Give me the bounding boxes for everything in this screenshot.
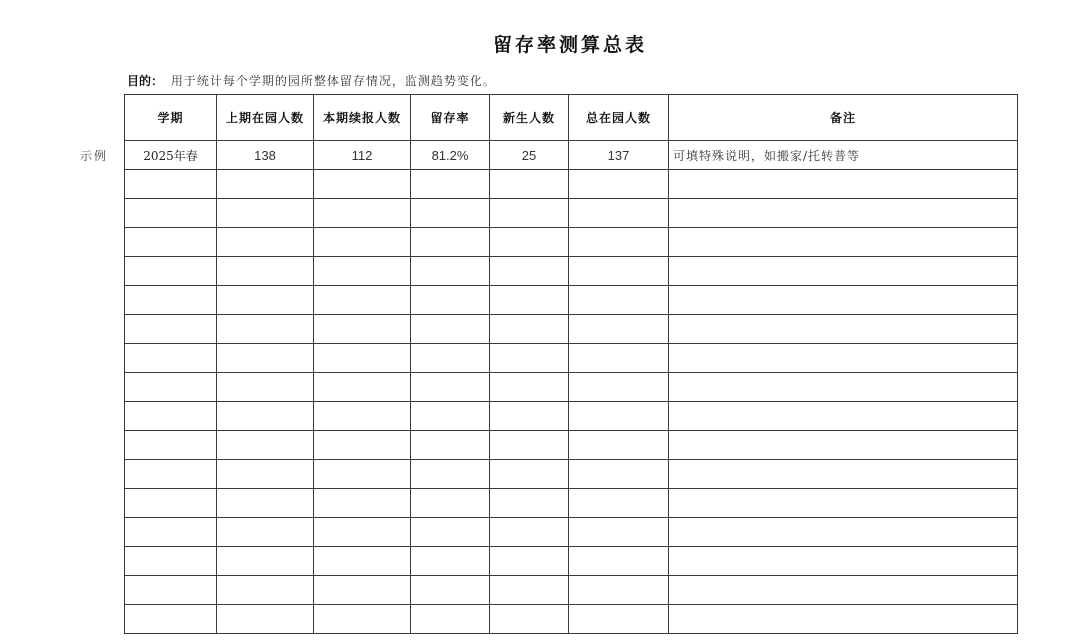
cell-retention-rate[interactable] [411,489,490,518]
cell-note[interactable] [669,170,1018,199]
cell-note[interactable] [669,489,1018,518]
table-row [125,518,1018,547]
cell-note[interactable] [669,286,1018,315]
cell-new-students[interactable] [490,489,569,518]
cell-retention-rate[interactable] [411,460,490,489]
table-row [125,286,1018,315]
cell-prev-enrolled[interactable] [217,489,314,518]
cell-total-enrolled[interactable] [569,373,669,402]
cell-new-students[interactable] [490,576,569,605]
table-row [125,257,1018,286]
cell-prev-enrolled[interactable] [217,199,314,228]
cell-retention-rate[interactable] [411,373,490,402]
cell-term[interactable] [125,547,217,576]
cell-new-students[interactable] [490,460,569,489]
cell-retention-rate[interactable] [411,547,490,576]
cell-total-enrolled[interactable] [569,286,669,315]
cell-renewed[interactable]: 112 [314,141,411,170]
cell-prev-enrolled[interactable] [217,547,314,576]
cell-retention-rate[interactable] [411,576,490,605]
cell-note[interactable] [669,228,1018,257]
cell-prev-enrolled[interactable]: 138 [217,141,314,170]
cell-renewed[interactable] [314,518,411,547]
header-new-students: 新生人数 [490,95,569,141]
cell-term[interactable] [125,489,217,518]
cell-prev-enrolled[interactable] [217,170,314,199]
cell-prev-enrolled[interactable] [217,402,314,431]
cell-total-enrolled[interactable] [569,344,669,373]
retention-table [124,94,1018,634]
header-retention-rate: 留存率 [411,95,490,141]
cell-prev-enrolled[interactable] [217,460,314,489]
table-row [125,431,1018,460]
cell-term[interactable] [125,315,217,344]
cell-term[interactable] [125,518,217,547]
purpose-line [127,72,496,89]
table-row [125,547,1018,576]
cell-note[interactable] [669,315,1018,344]
cell-new-students[interactable] [490,257,569,286]
cell-retention-rate[interactable] [411,286,490,315]
cell-note[interactable] [669,460,1018,489]
cell-new-students[interactable] [490,315,569,344]
cell-retention-rate[interactable] [411,518,490,547]
cell-new-students[interactable] [490,228,569,257]
cell-renewed[interactable] [314,286,411,315]
table-row [125,170,1018,199]
cell-new-students[interactable] [490,170,569,199]
cell-new-students[interactable] [490,518,569,547]
cell-total-enrolled[interactable] [569,605,669,634]
cell-note[interactable] [669,373,1018,402]
cell-total-enrolled[interactable] [569,315,669,344]
header-renewed: 本期续报人数 [314,95,411,141]
cell-new-students[interactable] [490,431,569,460]
cell-retention-rate[interactable] [411,257,490,286]
cell-term[interactable] [125,170,217,199]
cell-prev-enrolled[interactable] [217,286,314,315]
table-row [125,228,1018,257]
purpose-label: 目的： [127,74,164,88]
cell-prev-enrolled[interactable] [217,228,314,257]
page-title: 留存率测算总表 [492,34,647,56]
cell-prev-enrolled[interactable] [217,315,314,344]
cell-renewed[interactable] [314,489,411,518]
cell-note[interactable] [669,605,1018,634]
cell-retention-rate[interactable] [411,402,490,431]
cell-total-enrolled[interactable] [569,431,669,460]
cell-total-enrolled[interactable] [569,518,669,547]
cell-term[interactable]: 2025年春 [125,141,217,170]
cell-renewed[interactable] [314,402,411,431]
cell-total-enrolled[interactable] [569,170,669,199]
example-row [125,141,1018,170]
header-term: 学期 [125,95,217,141]
cell-prev-enrolled[interactable] [217,373,314,402]
table-row [125,605,1018,634]
table-row [125,576,1018,605]
example-row-label: 示例 [80,149,109,163]
cell-new-students[interactable] [490,605,569,634]
header-note: 备注 [669,95,1018,141]
cell-prev-enrolled[interactable] [217,518,314,547]
table-row [125,402,1018,431]
cell-note[interactable] [669,547,1018,576]
table-row [125,344,1018,373]
cell-new-students[interactable] [490,199,569,228]
cell-note[interactable] [669,402,1018,431]
table-row [125,460,1018,489]
table-row [125,489,1018,518]
header-total-enrolled: 总在园人数 [569,95,669,141]
cell-total-enrolled[interactable] [569,460,669,489]
cell-total-enrolled[interactable] [569,257,669,286]
cell-note[interactable] [669,257,1018,286]
cell-note[interactable] [669,344,1018,373]
cell-total-enrolled[interactable] [569,228,669,257]
cell-retention-rate[interactable]: 81.2% [411,141,490,170]
cell-retention-rate[interactable] [411,605,490,634]
cell-retention-rate[interactable] [411,315,490,344]
cell-term[interactable] [125,576,217,605]
cell-term[interactable] [125,431,217,460]
table-body [125,141,1018,634]
cell-total-enrolled[interactable] [569,576,669,605]
cell-retention-rate[interactable] [411,199,490,228]
cell-term[interactable] [125,605,217,634]
cell-renewed[interactable] [314,547,411,576]
table-row [125,199,1018,228]
table-row [125,373,1018,402]
cell-renewed[interactable] [314,460,411,489]
cell-total-enrolled[interactable] [569,199,669,228]
purpose-text: 用于统计每个学期的园所整体留存情况，监测趋势变化。 [170,74,496,88]
cell-renewed[interactable] [314,257,411,286]
cell-new-students[interactable]: 25 [490,141,569,170]
cell-renewed[interactable] [314,605,411,634]
cell-new-students[interactable] [490,402,569,431]
cell-new-students[interactable] [490,373,569,402]
cell-prev-enrolled[interactable] [217,431,314,460]
cell-new-students[interactable] [490,344,569,373]
cell-prev-enrolled[interactable] [217,257,314,286]
cell-new-students[interactable] [490,547,569,576]
cell-renewed[interactable] [314,373,411,402]
header-row [125,95,1018,141]
cell-retention-rate[interactable] [411,170,490,199]
cell-total-enrolled[interactable]: 137 [569,141,669,170]
cell-note[interactable]: 可填特殊说明，如搬家/托转普等 [669,141,1018,170]
cell-new-students[interactable] [490,286,569,315]
cell-term[interactable] [125,199,217,228]
cell-renewed[interactable] [314,315,411,344]
cell-term[interactable] [125,286,217,315]
header-prev-enrolled: 上期在园人数 [217,95,314,141]
cell-term[interactable] [125,402,217,431]
cell-note[interactable] [669,431,1018,460]
cell-note[interactable] [669,518,1018,547]
cell-total-enrolled[interactable] [569,402,669,431]
cell-prev-enrolled[interactable] [217,605,314,634]
cell-note[interactable] [669,199,1018,228]
cell-total-enrolled[interactable] [569,489,669,518]
cell-retention-rate[interactable] [411,431,490,460]
cell-term[interactable] [125,460,217,489]
cell-renewed[interactable] [314,576,411,605]
cell-renewed[interactable] [314,228,411,257]
cell-term[interactable] [125,257,217,286]
cell-note[interactable] [669,576,1018,605]
table-row [125,315,1018,344]
cell-renewed[interactable] [314,170,411,199]
cell-term[interactable] [125,228,217,257]
cell-retention-rate[interactable] [411,228,490,257]
cell-prev-enrolled[interactable] [217,344,314,373]
cell-prev-enrolled[interactable] [217,576,314,605]
cell-renewed[interactable] [314,431,411,460]
cell-term[interactable] [125,373,217,402]
cell-renewed[interactable] [314,199,411,228]
cell-total-enrolled[interactable] [569,547,669,576]
cell-retention-rate[interactable] [411,344,490,373]
cell-renewed[interactable] [314,344,411,373]
cell-term[interactable] [125,344,217,373]
